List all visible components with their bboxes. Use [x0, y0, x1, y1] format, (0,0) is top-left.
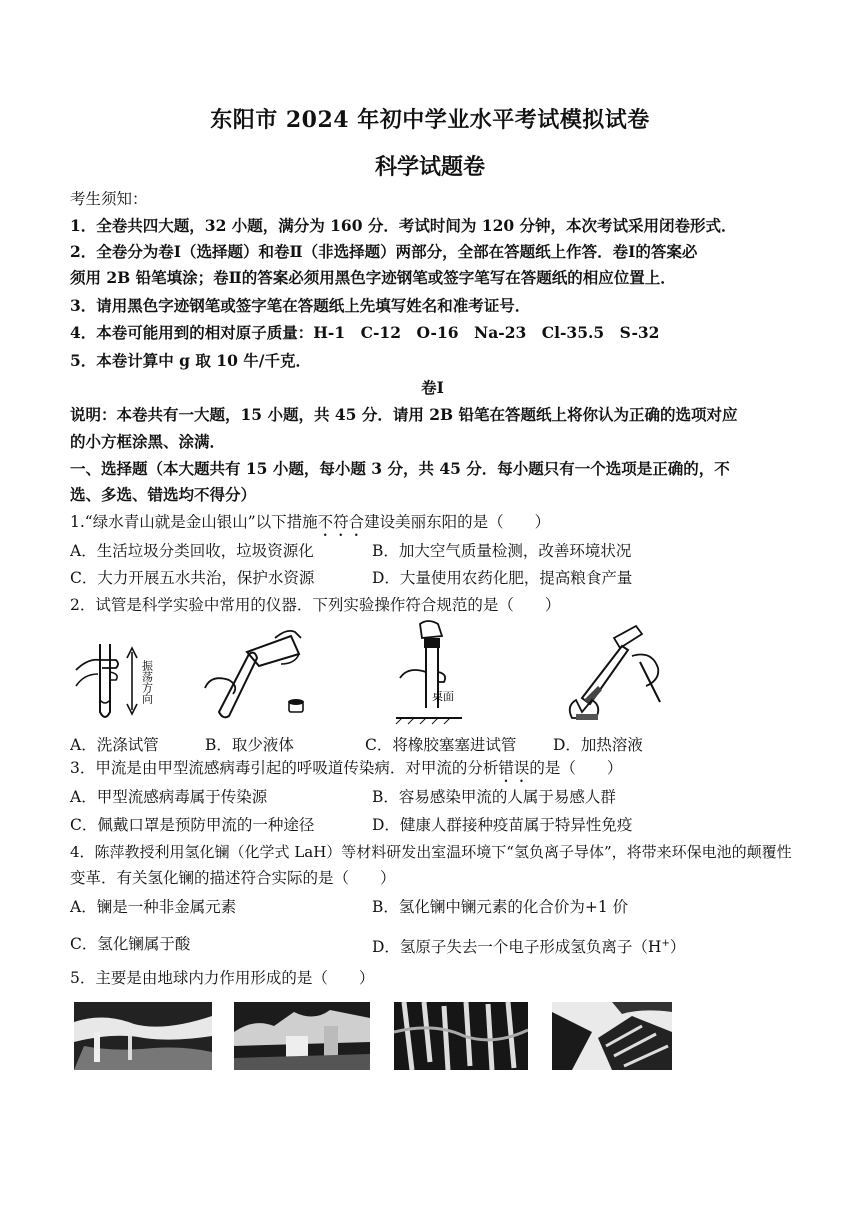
question-3-stem-b: 的是（ ）	[529, 759, 623, 777]
question-4-option-d	[372, 933, 685, 958]
notice-item-4: 4．本卷可能用到的相对原子质量：H-1 C-12 O-16 Na-23 Cl-35.5 S-32	[70, 323, 660, 342]
question-2-option-b: B．取少液体	[205, 736, 294, 754]
notice-item-1: 1．全卷共四大题，32 小题，满分为 160 分．考试时间为 120 分钟，本次考试采用闭卷形式．	[70, 216, 737, 235]
question-3-emphasis: 错误	[498, 759, 530, 777]
notice-heading: 考生须知：	[70, 190, 148, 208]
question-3-option-b: B．容易感染甲流的人属于易感人群	[372, 788, 616, 806]
question-3-stem	[70, 757, 795, 786]
question-1-stem-a: 1.“绿水青山就是金山银山”以下措施	[70, 513, 318, 531]
question-1-option-b: B．加大空气质量检测，改善环境状况	[372, 542, 632, 560]
question-4-option-a: A．镧是一种非金属元素	[70, 898, 237, 916]
notice-item-2: 2．全卷分为卷Ⅰ（选择题）和卷Ⅱ（非选择题）两部分，全部在答题纸上作答．卷Ⅰ的答案必	[70, 242, 698, 261]
exam-title: 东阳市 2024 年初中学业水平考试模拟试卷	[210, 107, 650, 133]
question-5-stem: 5．主要是由地球内力作用形成的是（ ）	[70, 969, 375, 987]
landform-photo-d	[552, 1002, 672, 1070]
figure-pour-liquid	[195, 624, 315, 724]
landform-photo-a	[74, 1002, 212, 1070]
part-heading-cont: 选、多选、错选均不得分）	[70, 485, 257, 504]
exam-subtitle: 科学试题卷	[374, 154, 485, 180]
notice-item-2-cont: 须用 2B 铅笔填涂；卷Ⅱ的答案必须用黑色字迹钢笔或签字笔写在答题纸的相应位置上．	[70, 268, 676, 287]
question-1-option-a: A．生活垃圾分类回收，垃圾资源化	[70, 542, 314, 560]
question-2-option-d: D．加热溶液	[553, 736, 643, 754]
question-4-stem: 4．陈萍教授利用氢化镧（化学式 LaH）等材料研发出室温环境下“氢负离子导体”，将带来环保电池的颠覆性	[70, 843, 792, 861]
figure-c-label: 桌面	[432, 690, 454, 703]
question-4-option-d-close: ）	[669, 938, 686, 957]
question-4-option-d-text: D．氢原子失去一个电子形成氢负离子（H	[372, 938, 662, 957]
figure-insert-stopper	[392, 614, 492, 726]
notice-item-3: 3．请用黑色字迹钢笔或签字笔在答题纸上先填写姓名和准考证号．	[70, 296, 531, 315]
section-note-cont: 的小方框涂黑、涂满．	[70, 432, 226, 451]
question-3-option-c: C．佩戴口罩是预防甲流的一种途径	[70, 816, 315, 834]
landform-photo-c	[394, 1002, 528, 1070]
question-2-stem: 2．试管是科学实验中常用的仪器．下列实验操作符合规范的是（ ）	[70, 596, 561, 614]
notice-item-5: 5．本卷计算中 g 取 10 牛/千克．	[70, 351, 311, 370]
question-1-emphasis: 不符合	[317, 513, 365, 531]
part-heading: 一、选择题（本大题共有 15 小题，每小题 3 分，共 45 分．每小题只有一个选项是正确的，不	[70, 459, 730, 478]
figure-heat-solution	[562, 620, 672, 724]
question-1-stem	[70, 511, 795, 540]
figure-wash-test-tube	[70, 630, 180, 730]
section-label: 卷Ⅰ	[421, 378, 444, 397]
question-3-stem-a: 3．甲流是由甲型流感病毒引起的呼吸道传染病．对甲流的分析	[70, 759, 499, 777]
question-1-option-d: D．大量使用农药化肥，提高粮食产量	[372, 569, 633, 587]
question-1-option-c: C．大力开展五水共治，保护水资源	[70, 569, 315, 587]
question-3-option-d: D．健康人群接种疫苗属于特异性免疫	[372, 816, 633, 834]
question-4-stem-cont: 变革．有关氢化镧的描述符合实际的是（ ）	[70, 869, 396, 887]
landform-photo-b	[234, 1002, 370, 1070]
figure-a-label: 振荡方向	[140, 660, 154, 704]
question-4-option-b: B．氢化镧中镧元素的化合价为+1 价	[372, 898, 629, 916]
question-4-option-d-superscript: +	[661, 938, 670, 949]
question-1-stem-b: 建设美丽东阳的是（ ）	[364, 513, 551, 531]
question-2-option-a: A．洗涤试管	[70, 736, 159, 754]
question-2-option-c: C．将橡胶塞塞进试管	[365, 736, 517, 754]
question-3-option-a: A．甲型流感病毒属于传染源	[70, 788, 268, 806]
question-4-option-c: C．氢化镧属于酸	[70, 935, 191, 953]
section-note: 说明：本卷共有一大题，15 小题，共 45 分．请用 2B 铅笔在答题纸上将你认为正确的选项对应	[70, 405, 738, 424]
